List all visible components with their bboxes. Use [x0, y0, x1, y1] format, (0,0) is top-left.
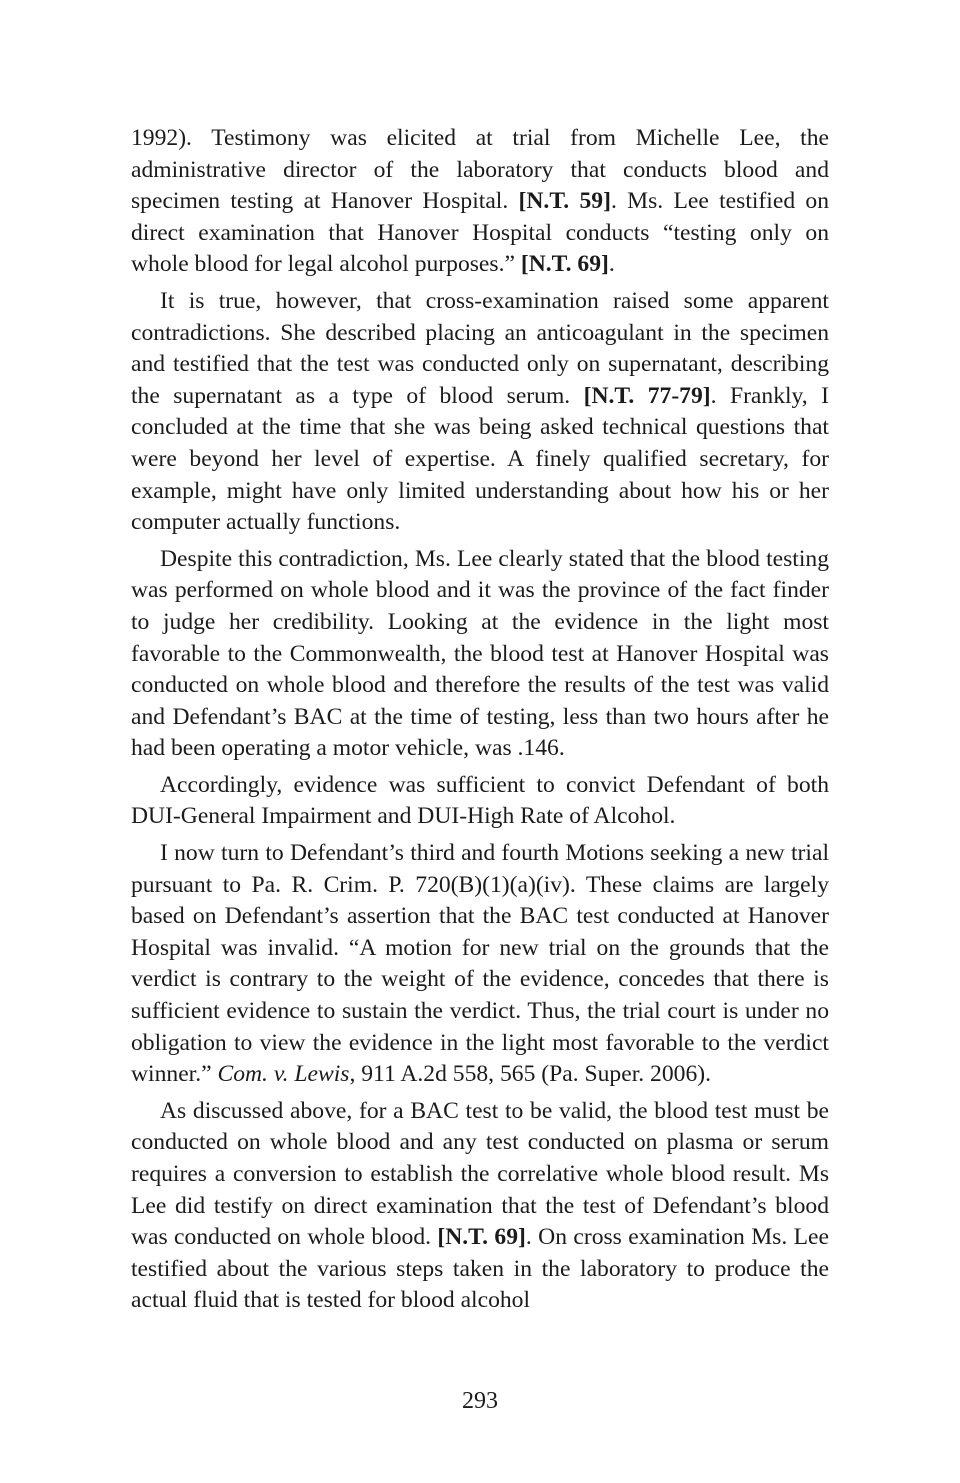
text-run: It is true, however, that cross-examination raised some apparent contradictions. She described placing an anticoagulant in the specimen and testified that the test was conducted only on supernatant, describing the supernatant as a type of blood serum.: [131, 287, 829, 409]
text-run: Accordingly, evidence was sufficient to convict Defendant of both DUI-General Impairment and DUI-High Rate of Alcohol.: [131, 771, 829, 830]
text-run: , 911 A.2d 558, 565 (Pa. Super. 2006).: [349, 1061, 711, 1088]
text-run: . Frankly, I concluded at the time that she was being asked technical questions that were beyond her level of expertise. A finely qualified secretary, for example, might have only limited understanding about how his or her computer actually functions.: [131, 382, 829, 536]
text-run: I now turn to Defendant’s third and fourth Motions seeking a new trial pursuant to Pa. R. Crim. P. 720(B)(1)(a)(iv). These claims are largely based on Defendant’s assertion that the BAC test conducted at Hanover Hospital was invalid. “A motion for new trial on the grounds that the verdict is contrary to the weight of the evidence, concedes that there is sufficient evidence to sustain the verdict. Thus, the trial court is under no obligation to view the evidence in the light most favorable to the verdict winner.”: [131, 840, 829, 1088]
text-run: .: [608, 251, 615, 278]
paragraph-3: [131, 544, 829, 765]
citation: [N.T. 77-79]: [583, 382, 711, 409]
paragraph-4: [131, 770, 829, 833]
text-run: . On cross examination Ms. Lee testified about the various steps taken in the laboratory to produce the actual fluid that is tested for blood alcohol: [131, 1224, 829, 1314]
paragraph-2: [131, 286, 829, 539]
document-body: [131, 123, 829, 1322]
paragraph-1: [131, 123, 829, 281]
case-name: Com. v. Lewis: [217, 1061, 350, 1088]
text-run: As discussed above, for a BAC test to be valid, the blood test must be conducted on whole blood and any test conducted on plasma or serum requires a conversion to establish the correlative whole blood result. Ms Lee did testify on direct examination that the test of Defendant’s blood was conducted on whole blood.: [131, 1097, 829, 1251]
text-run: . Ms. Lee testified on direct examination that Hanover Hospital conducts “testing only on whole blood for legal alcohol purposes.”: [131, 188, 829, 278]
citation: [N.T. 69]: [437, 1224, 526, 1251]
paragraph-6: [131, 1096, 829, 1317]
page-number: 293: [462, 1388, 498, 1414]
text-run: Despite this contradiction, Ms. Lee clearly stated that the blood testing was performed on whole blood and it was the province of the fact finder to judge her credibility. Looking at the evidence in the light most favorable to the Commonwealth, the blood test at Hanover Hospital was conducted on whole blood and therefore the results of the test was valid and Defendant’s BAC at the time of testing, less than two hours after he had been operating a motor vehicle, was .146.: [131, 545, 829, 762]
citation: [N.T. 59]: [518, 188, 611, 215]
paragraph-5: [131, 838, 829, 1091]
citation: [N.T. 69]: [520, 251, 609, 278]
text-run: 1992). Testimony was elicited at trial from Michelle Lee, the administrative director of the laboratory that conducts blood and specimen testing at Hanover Hospital.: [131, 125, 829, 215]
